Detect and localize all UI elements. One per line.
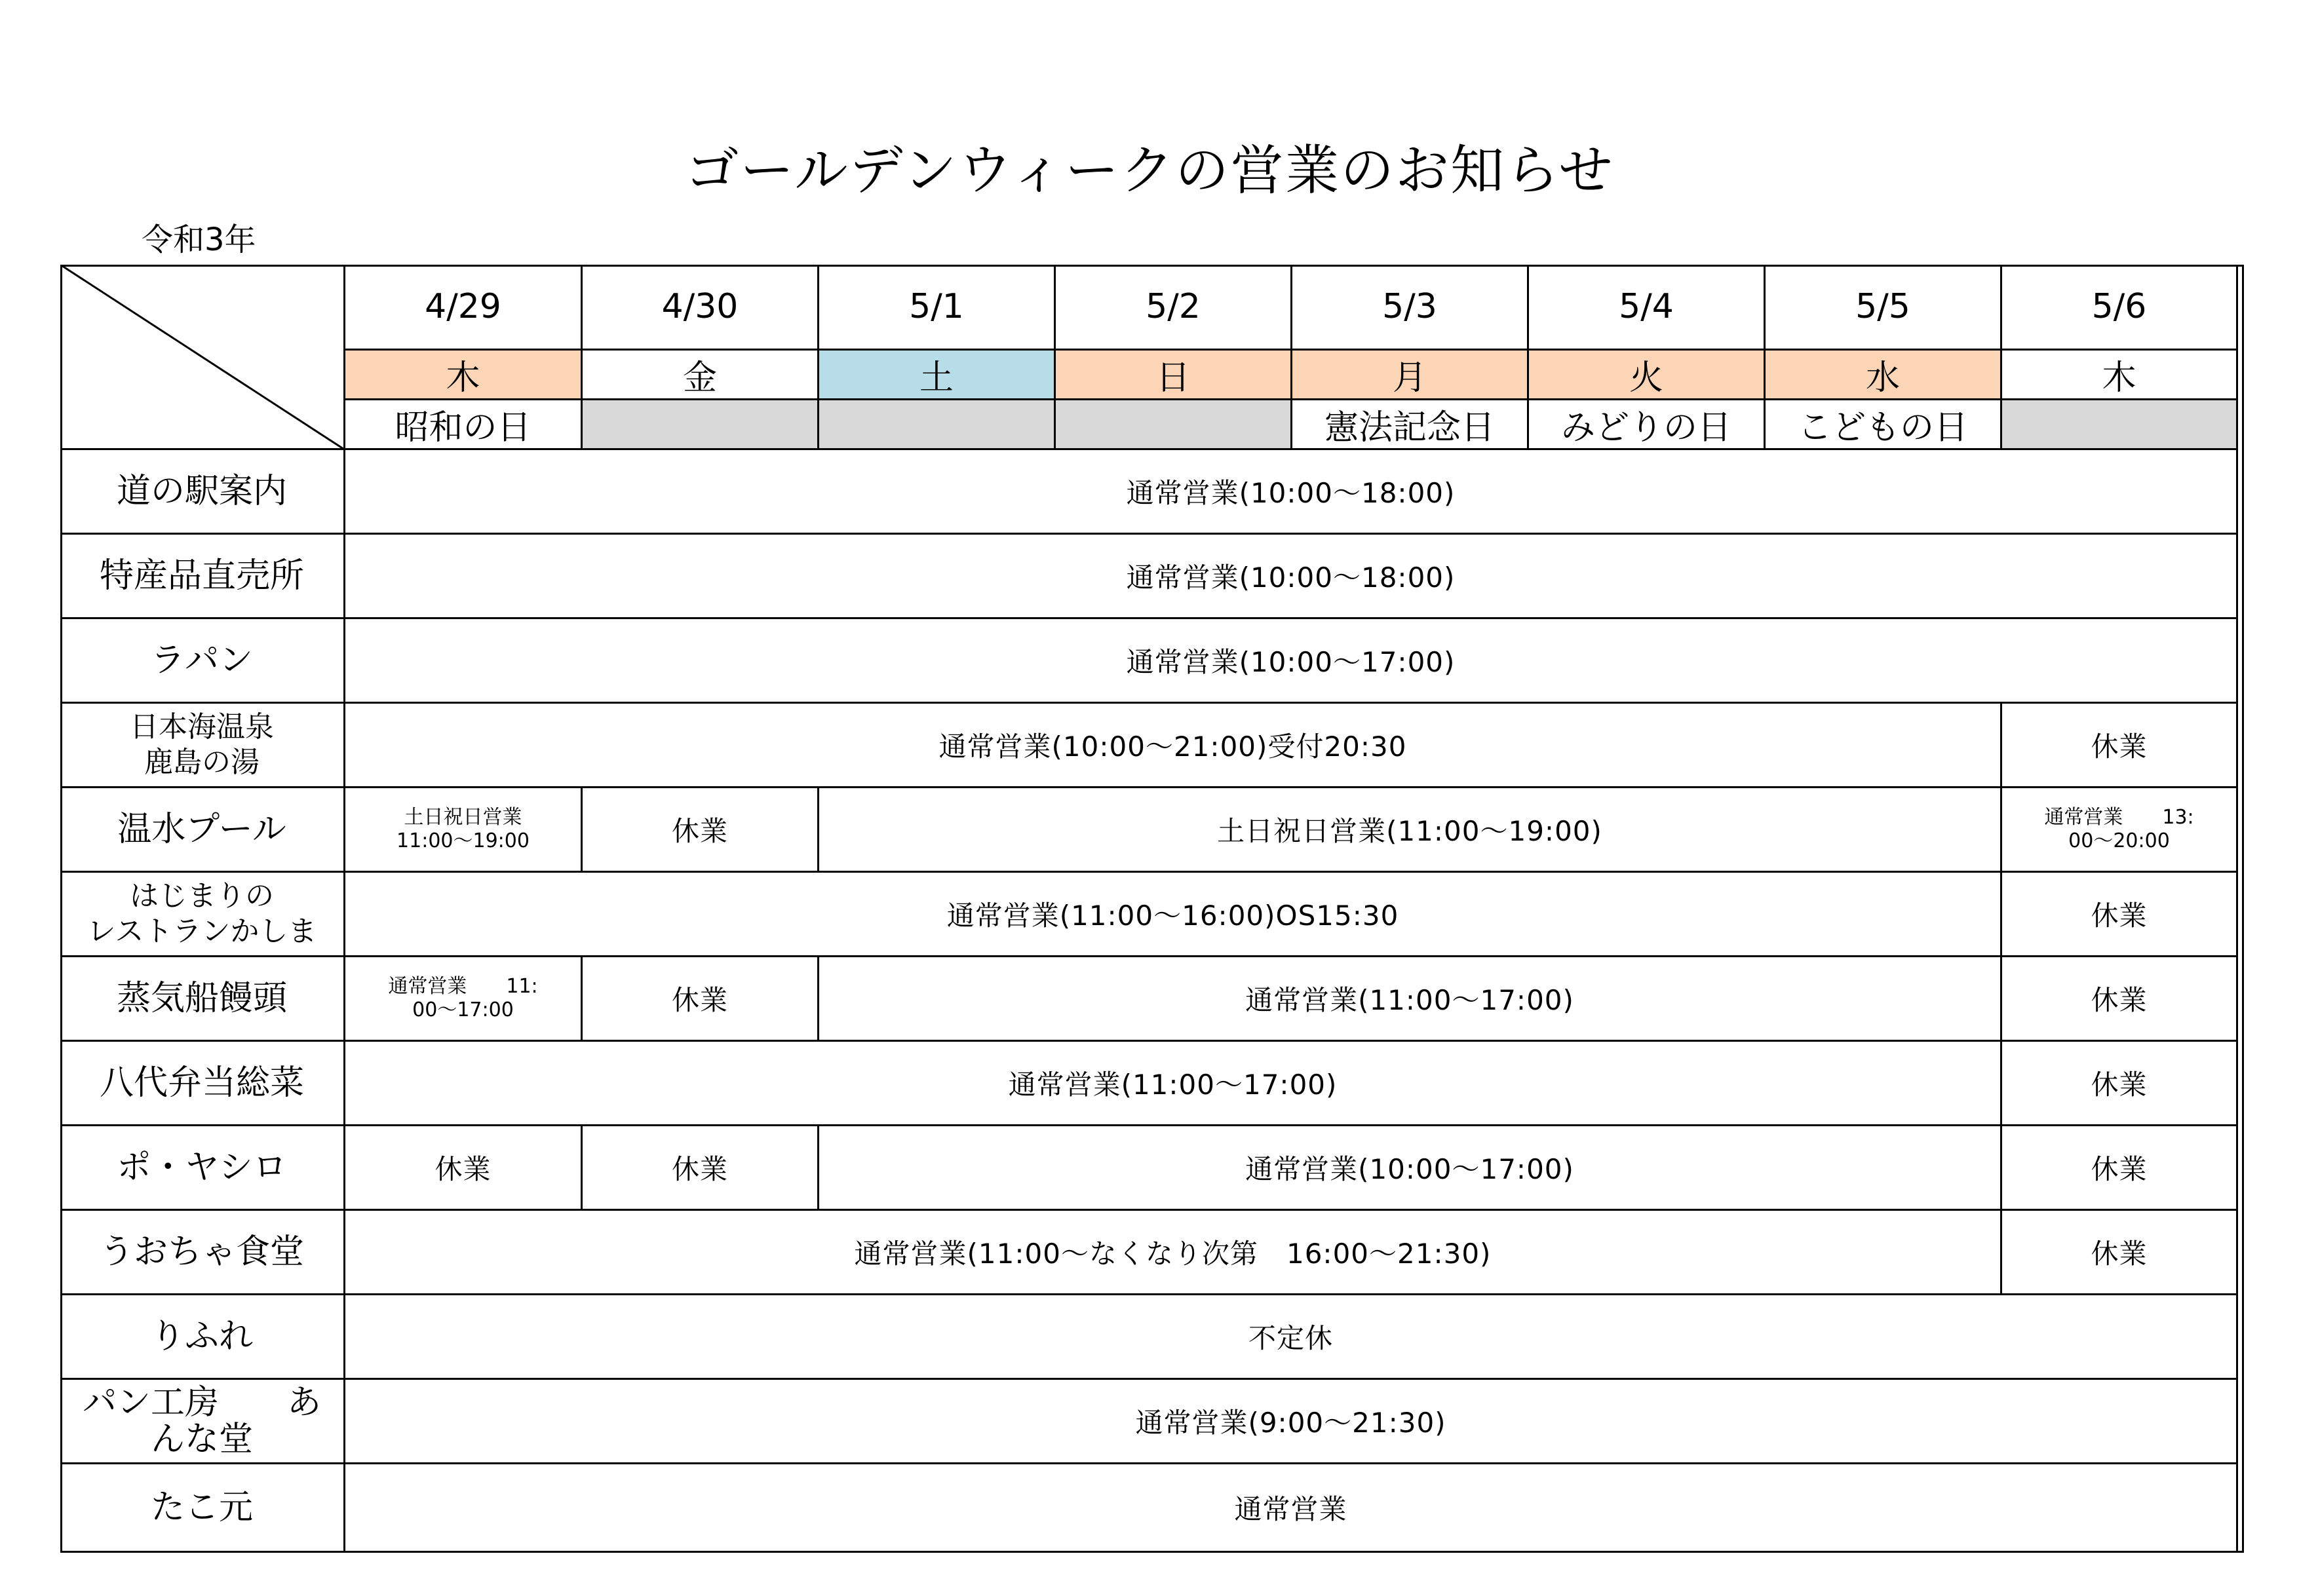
facility-name [60, 1126, 345, 1211]
facility-name-text: うおちゃ食堂 [99, 1232, 304, 1272]
header-holiday-text: こどもの日 [1797, 408, 1968, 447]
facility-name-text: はじまりの レストランかしま [87, 879, 317, 948]
business-hours-table [60, 265, 2244, 1553]
facility-name-text: 道の駅案内 [116, 472, 287, 511]
hours-cell [345, 1211, 2002, 1295]
hours-cell-text: 休業 [435, 1153, 492, 1185]
header-date [1292, 265, 1529, 351]
hours-cell [345, 619, 2238, 704]
header-holiday-text: みどりの日 [1560, 408, 1731, 447]
header-holiday [583, 400, 819, 450]
hours-cell [345, 1042, 2002, 1126]
hours-cell-text: 休業 [671, 984, 728, 1016]
header-weekday [1292, 351, 1529, 400]
facility-name [60, 619, 345, 704]
facility-name-text: 八代弁当総菜 [99, 1063, 304, 1103]
header-weekday-text: 木 [2102, 358, 2136, 398]
hours-cell-text: 休業 [2091, 900, 2148, 932]
hours-cell [345, 450, 2238, 535]
hours-cell [819, 1126, 2002, 1211]
facility-name-text: 日本海温泉 鹿島の湯 [130, 710, 274, 779]
header-date-text: 5/2 [1146, 287, 1201, 326]
hours-cell [2002, 957, 2238, 1042]
hours-cell [345, 957, 583, 1042]
hours-cell-text: 休業 [671, 1153, 728, 1185]
hours-cell [583, 1126, 819, 1211]
facility-name [60, 957, 345, 1042]
header-weekday [1056, 351, 1292, 400]
header-date-text: 5/6 [2091, 287, 2147, 326]
header-holiday-text: 昭和の日 [395, 408, 531, 447]
hours-cell [345, 535, 2238, 619]
header-holiday [2002, 400, 2238, 450]
header-weekday-text: 水 [1865, 358, 1900, 398]
facility-name-text: 温水プール [117, 810, 286, 849]
hours-cell-text: 休業 [2091, 1153, 2148, 1185]
header-date-text: 5/5 [1855, 287, 1910, 326]
hours-cell [2002, 1211, 2238, 1295]
header-weekday [1529, 351, 1766, 400]
facility-name-text: りふれ [150, 1317, 253, 1356]
hours-cell [2002, 1042, 2238, 1126]
era-label: 令和3年 [142, 221, 256, 258]
hours-cell [583, 957, 819, 1042]
header-weekday [1766, 351, 2002, 400]
facility-name-text: ポ・ヤシロ [117, 1148, 287, 1187]
hours-cell-text: 休業 [671, 815, 728, 847]
diagonal-line [60, 265, 345, 450]
facility-name [60, 450, 345, 535]
hours-cell [583, 788, 819, 873]
header-date [819, 265, 1056, 351]
facility-name-text: 特産品直売所 [99, 556, 304, 596]
header-date-text: 4/29 [425, 287, 501, 326]
header-date [1529, 265, 1766, 351]
hours-cell-text: 通常営業(11:00～16:00)OS15:30 [946, 900, 1399, 932]
hours-cell-text: 土日祝日営業 11:00～19:00 [396, 806, 530, 852]
header-holiday [819, 400, 1056, 450]
hours-cell [345, 1464, 2238, 1553]
header-weekday-text: 土 [919, 358, 954, 398]
header-holiday [1766, 400, 2002, 450]
header-holiday [1529, 400, 1766, 450]
hours-cell-text: 通常営業(9:00～21:30) [1135, 1407, 1446, 1439]
header-date [2002, 265, 2238, 351]
hours-cell [345, 1126, 583, 1211]
header-date [1056, 265, 1292, 351]
hours-cell [2002, 1126, 2238, 1211]
hours-cell-text: 通常営業 13: 00～20:00 [2044, 806, 2194, 852]
hours-cell-text: 通常営業(11:00～なくなり次第 16:00～21:30) [854, 1238, 1492, 1270]
hours-cell [345, 1380, 2238, 1464]
facility-name [60, 873, 345, 957]
header-date [345, 265, 583, 351]
header-weekday [345, 351, 583, 400]
header-holiday-text: 憲法記念日 [1324, 408, 1495, 447]
header-date-text: 4/30 [661, 287, 739, 326]
hours-cell-text: 通常営業 11: 00～17:00 [388, 975, 538, 1021]
header-holiday [1292, 400, 1529, 450]
facility-name-text: たこ元 [150, 1488, 253, 1527]
table-corner [60, 265, 345, 450]
facility-name-text: パン工房 あ んな堂 [82, 1383, 321, 1459]
hours-cell-text: 不定休 [1248, 1322, 1333, 1354]
hours-cell-text: 休業 [2091, 984, 2148, 1016]
hours-cell-text: 休業 [2091, 1069, 2148, 1101]
facility-name [60, 535, 345, 619]
facility-name [60, 704, 345, 788]
facility-name-text: 蒸気船饅頭 [116, 979, 287, 1018]
header-date [1766, 265, 2002, 351]
facility-name-text: ラパン [150, 641, 253, 680]
hours-cell-text: 土日祝日営業(11:00～19:00) [1217, 815, 1602, 847]
hours-cell-text: 通常営業(10:00～21:00)受付20:30 [938, 731, 1407, 763]
header-date [583, 265, 819, 351]
hours-cell [345, 704, 2002, 788]
hours-cell-text: 休業 [2091, 731, 2148, 763]
facility-name [60, 1464, 345, 1553]
hours-cell-text: 通常営業(10:00～17:00) [1126, 646, 1456, 678]
facility-name [60, 1042, 345, 1126]
header-weekday [583, 351, 819, 400]
hours-cell-text: 通常営業(10:00～17:00) [1245, 1153, 1574, 1185]
hours-cell [2002, 704, 2238, 788]
header-weekday-text: 金 [682, 358, 717, 398]
header-weekday-text: 木 [446, 358, 480, 398]
header-date-text: 5/1 [909, 287, 964, 326]
header-date-text: 5/3 [1382, 287, 1437, 326]
hours-cell [2002, 873, 2238, 957]
facility-name [60, 1211, 345, 1295]
hours-cell-text: 通常営業(11:00～17:00) [1245, 984, 1574, 1016]
hours-cell [819, 788, 2002, 873]
hours-cell [345, 1295, 2238, 1380]
facility-name [60, 788, 345, 873]
facility-name [60, 1380, 345, 1464]
hours-cell-text: 通常営業(11:00～17:00) [1008, 1069, 1338, 1101]
header-holiday [1056, 400, 1292, 450]
header-weekday [2002, 351, 2238, 400]
hours-cell-text: 通常営業 [1234, 1493, 1347, 1525]
facility-name [60, 1295, 345, 1380]
header-date-text: 5/4 [1619, 287, 1674, 326]
page-title: ゴールデンウィークの営業のお知らせ [685, 140, 1614, 202]
header-weekday-text: 火 [1629, 358, 1663, 398]
hours-cell-text: 休業 [2091, 1238, 2148, 1270]
header-weekday-text: 月 [1392, 358, 1427, 398]
hours-cell-text: 通常営業(10:00～18:00) [1126, 561, 1456, 594]
hours-cell [819, 957, 2002, 1042]
header-weekday-text: 日 [1155, 358, 1190, 398]
header-holiday [345, 400, 583, 450]
hours-cell [2002, 788, 2238, 873]
hours-cell [345, 873, 2002, 957]
hours-cell-text: 通常営業(10:00～18:00) [1126, 477, 1456, 509]
header-weekday [819, 351, 1056, 400]
hours-cell [345, 788, 583, 873]
